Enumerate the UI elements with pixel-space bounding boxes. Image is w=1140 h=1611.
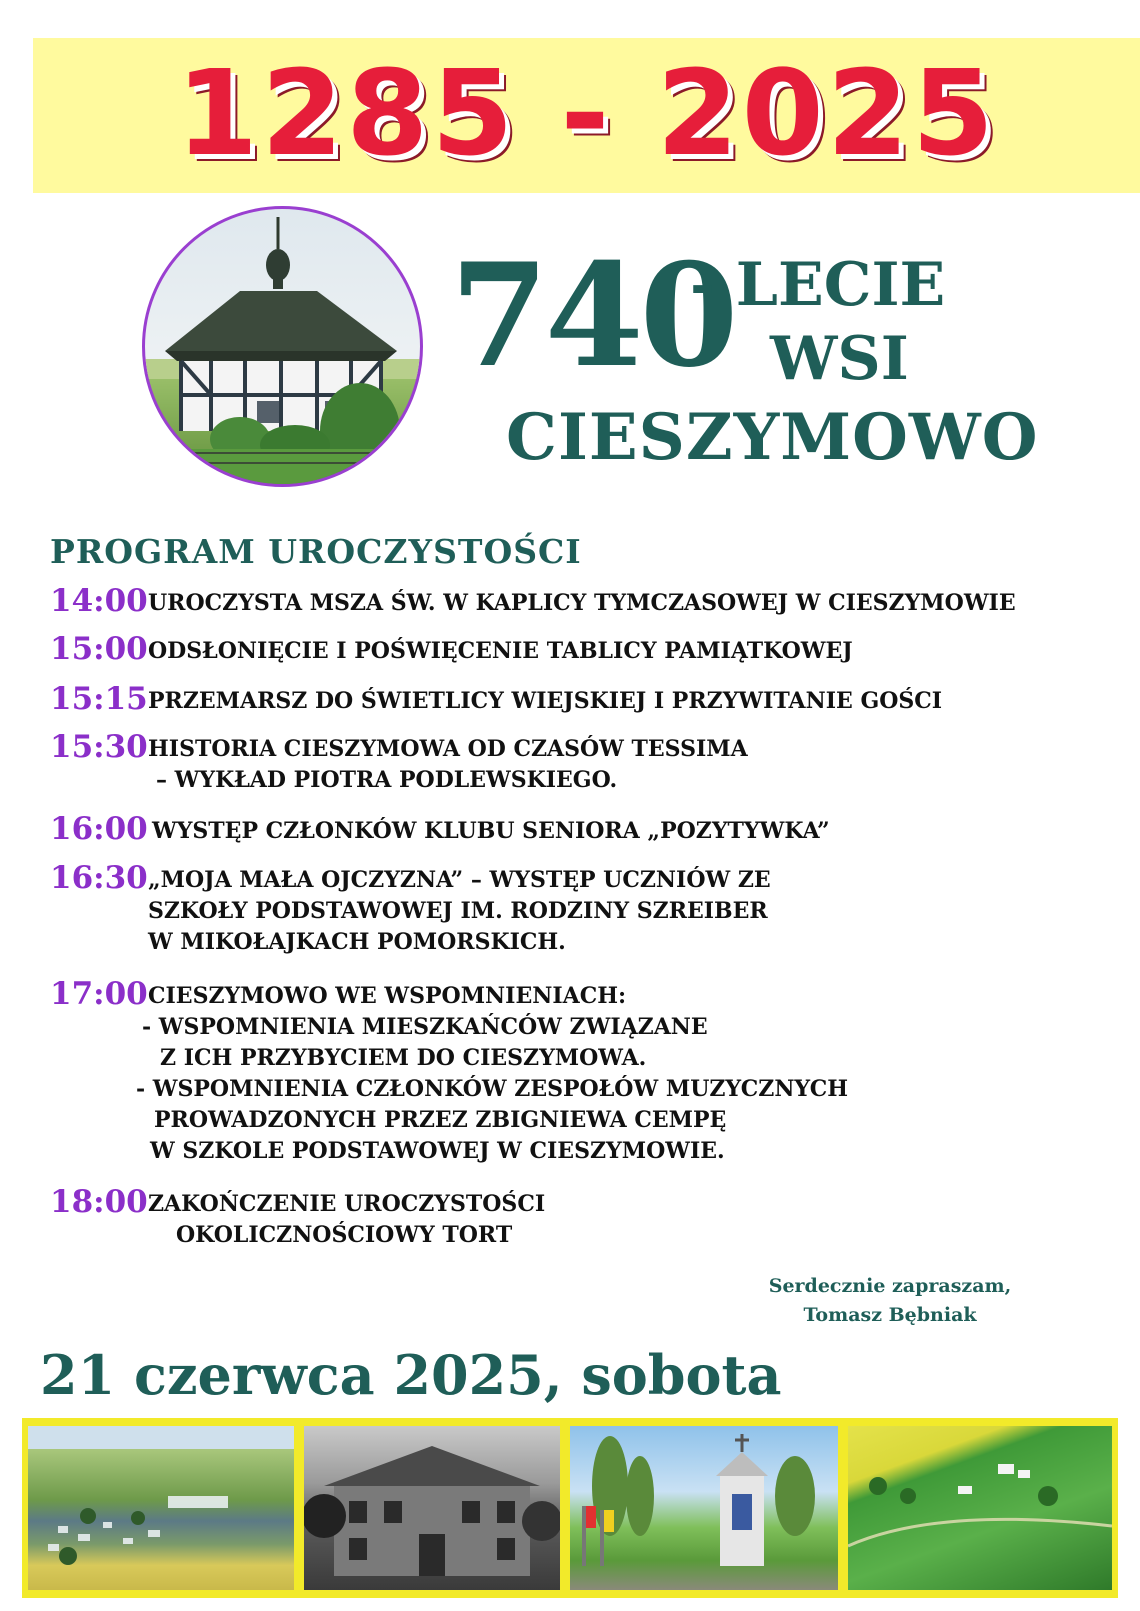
chapel-illustration [145,209,420,484]
program-description [148,1189,545,1251]
historic-building-photo [304,1426,560,1590]
program-line: – WYKŁAD PIOTRA PODLEWSKIEGO. [156,767,618,793]
chapel-photo [142,206,423,487]
program-line: HISTORIA CIESZYMOWA OD CZASÓW TESSIMA [148,736,748,762]
program-line: UROCZYSTA MSZA ŚW. W KAPLICY TYMCZASOWEJ W CIESZYMOWIE [148,590,1016,616]
farmland-aerial-illustration [848,1426,1112,1590]
program-line: ZAKOŃCZENIE UROCZYSTOŚCI [148,1191,546,1217]
program-line: W MIKOŁAJKACH POMORSKICH. [148,929,566,955]
program-description [136,981,849,1167]
farmland-aerial-photo [848,1426,1112,1590]
program-line: Z ICH PRZYBYCIEM DO CIESZYMOWA. [160,1045,647,1071]
program-line: ODSŁONIĘCIE I POŚWIĘCENIE TABLICY PAMIĄTKOWEJ [148,638,853,664]
program-line: W SZKOLE PODSTAWOWEJ W CIESZYMOWIE. [150,1138,725,1164]
village-name: CIESZYMOWO [506,400,1039,475]
program-time: 18:00 [50,1184,148,1220]
program-line: WYSTĘP CZŁONKÓW KLUBU SENIORA „POZYTYWKA” [152,818,830,844]
program-time: 16:30 [50,860,148,896]
wayside-shrine-photo [570,1426,838,1590]
photo-strip [22,1418,1118,1598]
program-line: „MOJA MAŁA OJCZYZNA” – WYSTĘP UCZNIÓW ZE [148,867,771,893]
village-aerial-photo [28,1426,294,1590]
program-description [148,865,771,958]
anniversary-number: 740 [450,233,735,399]
event-date: 21 czerwca 2025, sobota [40,1343,782,1407]
invitation-text: Serdecznie zapraszam, [768,1275,1012,1297]
program-time: 17:00 [50,976,148,1012]
program-time: 14:00 [50,583,148,619]
program-description [148,588,1016,619]
program-line: OKOLICZNOŚCIOWY TORT [176,1222,513,1248]
anniversary-lecie: - LECIE [690,250,946,320]
anniversary-wsi: WSI [770,324,909,394]
program-line: PRZEMARSZ DO ŚWIETLICY WIEJSKIEJ I PRZYWITANIE GOŚCI [148,688,943,714]
program-line: SZKOŁY PODSTAWOWEJ IM. RODZINY SZREIBER [148,898,768,924]
program-time: 15:00 [50,631,148,667]
program-description [148,636,853,667]
village-aerial-illustration [28,1426,294,1590]
years-title: 1285 - 2025 [176,44,997,182]
program-description [152,816,830,847]
program-time: 16:00 [50,811,148,847]
invitation-signature: Tomasz Bębniak [803,1304,977,1326]
program-line: - WSPOMNIENIA MIESZKAŃCÓW ZWIĄZANE [142,1014,708,1040]
program-line: CIESZYMOWO WE WSPOMNIENIACH: [148,983,627,1009]
program-description [148,686,942,717]
historic-building-illustration [304,1426,560,1590]
program-heading: PROGRAM UROCZYSTOŚCI [50,532,582,571]
invitation [740,1272,1040,1330]
program-description [148,734,748,796]
program-time: 15:15 [50,681,148,717]
wayside-shrine-illustration [570,1426,838,1590]
years-banner [33,38,1140,193]
program-time: 15:30 [50,729,148,765]
program-line: PROWADZONYCH PRZEZ ZBIGNIEWA CEMPĘ [154,1107,727,1133]
program-line: - WSPOMNIENIA CZŁONKÓW ZESPOŁÓW MUZYCZNYCH [136,1076,849,1102]
